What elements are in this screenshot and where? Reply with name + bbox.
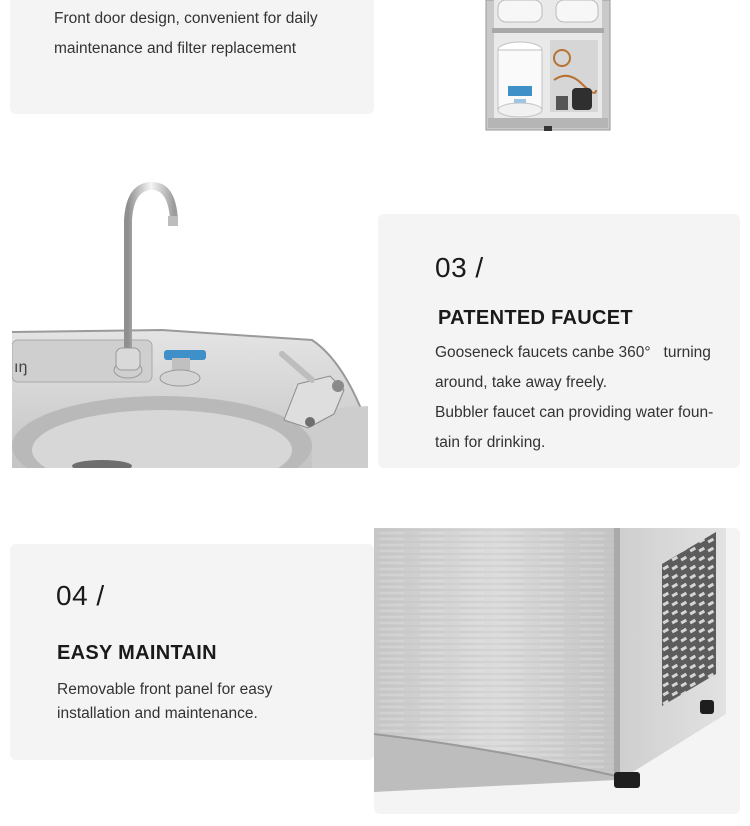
faucet-sink-image [12, 180, 372, 468]
section-4-number: 04 / [56, 580, 105, 611]
description-line: tain for drinking. [435, 434, 546, 451]
section-4-description [57, 678, 357, 726]
description-line: installation and maintenance. [57, 705, 258, 722]
description-line: Bubbler faucet can providing water foun- [435, 404, 714, 421]
section-3-description [435, 338, 735, 458]
description-line: Gooseneck faucets canbe 360° turning [435, 344, 711, 361]
description-line: Front door design, convenient for daily [54, 10, 318, 27]
section-4-title: EASY MAINTAIN [57, 642, 217, 664]
section-3-title: PATENTED FAUCET [438, 307, 633, 329]
section-2-description [54, 4, 364, 64]
section-3-number: 03 / [435, 252, 484, 283]
svg-text:ıŋ: ıŋ [14, 359, 28, 376]
steel-panel-image [374, 528, 736, 792]
description-line: Removable front panel for easy [57, 681, 273, 698]
description-line: around, take away freely. [435, 374, 608, 391]
cabinet-interior-image [484, 0, 612, 132]
description-line: maintenance and filter replacement [54, 40, 297, 57]
